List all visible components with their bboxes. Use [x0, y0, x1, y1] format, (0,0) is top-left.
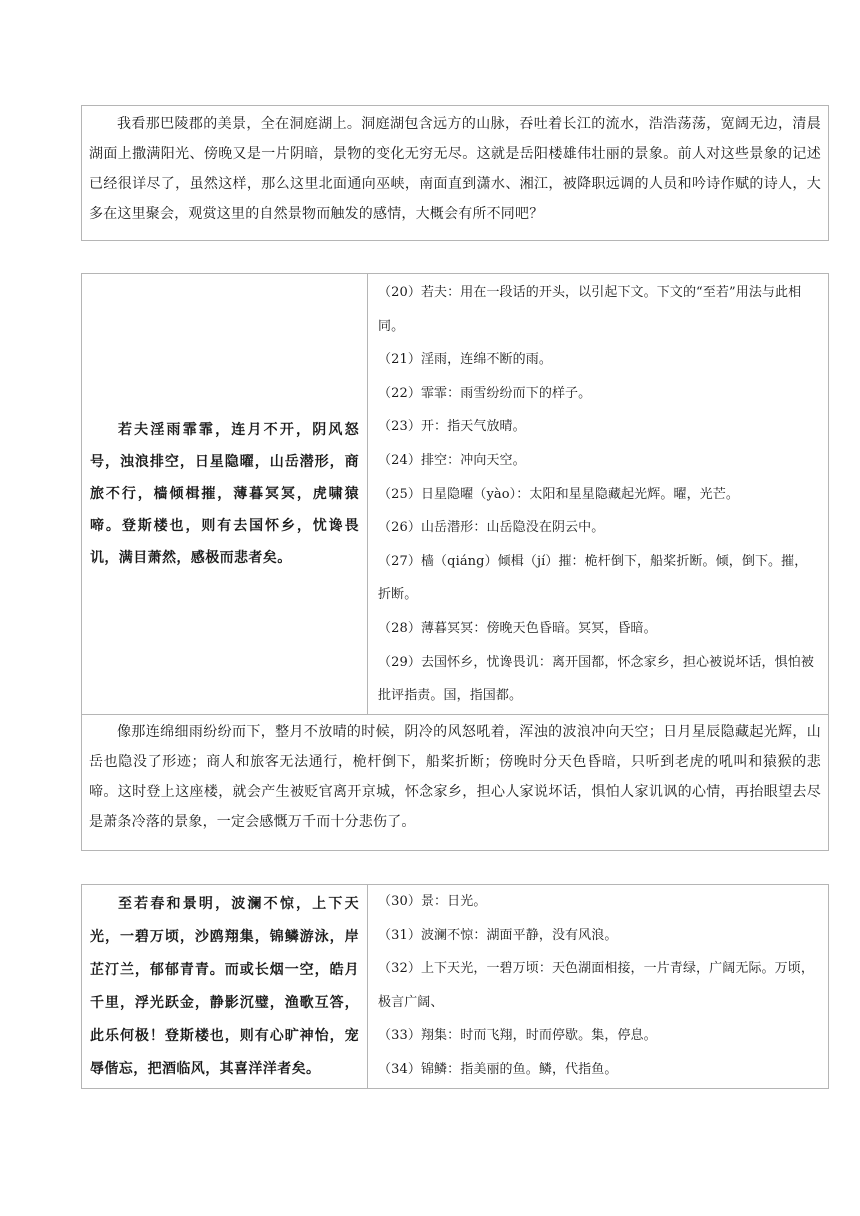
table-row — [82, 274, 828, 715]
note-item: （24）排空：冲向天空。 — [378, 452, 526, 468]
notes-cell — [368, 274, 828, 714]
note-item: （20）若夫：用在一段话的开头，以引起下文。下文的“至若”用法与此相同。 — [378, 285, 802, 334]
note-item: （21）淫雨，连绵不断的雨。 — [378, 352, 552, 368]
note-item: （33）翔集：时而飞翔，时而停歇。集，停息。 — [378, 1028, 657, 1044]
note-item: （32）上下天光，一碧万顷：天色湖面相接，一片青绿，广阔无际。万顷，极言广阔、 — [378, 961, 814, 1010]
note-item: （29）去国怀乡，忧谗畏讥：离开国都，怀念家乡，担心被说坏话，惧怕被批评指责。国，指国都。 — [378, 654, 814, 704]
note-item: （23）开：指天气放晴。 — [378, 419, 526, 435]
annotation-table-1 — [81, 273, 829, 851]
original-text: 至若春和景明，波澜不惊，上下天光，一碧万顷，沙鸥翔集，锦鳞游泳，岸芷汀兰，郁郁青青。而或长烟一空，皓月千里，浮光跃金，静影沉璧，渔歌互答，此乐何极！登斯楼也，则有心旷神怡，宠辱偕忘，把酒临风，其喜洋洋者矣。 — [90, 896, 359, 1077]
note-item: （27）樯（qiáng）倾楫（jí）摧：桅杆倒下，船桨折断。倾，倒下。摧，折断。 — [378, 553, 808, 603]
note-item: （26）山岳潜形：山岳隐没在阴云中。 — [378, 520, 605, 536]
original-text: 若夫淫雨霏霏，连月不开，阴风怒号，浊浪排空，日星隐曜，山岳潜形，商旅不行，樯倾楫摧，薄暮冥冥，虎啸猿啼。登斯楼也，则有去国怀乡，忧谗畏讥，满目萧然，感极而悲者矣。 — [90, 422, 359, 566]
table-row — [82, 885, 828, 1088]
translation-paragraph: 像那连绵细雨纷纷而下，整月不放晴的时候，阴冷的风怒吼着，浑浊的波浪冲向天空；日月星辰隐藏起光辉，山岳也隐没了形迹；商人和旅客无法通行，桅杆倒下，船桨折断；傍晚时分天色昏暗，只听到老虎的吼叫和猿猴的悲啼。这时登上这座楼，就会产生被贬官离开京城，怀念家乡，担心人家说坏话，惧怕人家讥讽的心情，再抬眼望去尽是萧条冷落的景象，一定会感慨万千而十分悲伤了。 — [89, 724, 821, 830]
note-item: （22）霏霏：雨雪纷纷而下的样子。 — [378, 385, 592, 401]
note-item: （31）波澜不惊：湖面平静，没有风浪。 — [378, 927, 618, 943]
translation-paragraph: 我看那巴陵郡的美景，全在洞庭湖上。洞庭湖包含远方的山脉，吞吐着长江的流水，浩浩荡荡，宽阔无边，清晨湖面上撒满阳光、傍晚又是一片阴暗，景物的变化无穷无尽。这就是岳阳楼雄伟壮丽的景象。前人对这些景象的记述已经很详尽了，虽然这样，那么这里北面通向巫峡，南面直到潇水、湘江，被降职远调的人员和吟诗作赋的诗人，大多在这里聚会，观赏这里的自然景物而触发的感情，大概会有所不同吧？ — [89, 116, 821, 222]
translation-box-1 — [81, 105, 829, 241]
note-item: （25）日星隐曜（yào）：太阳和星星隐藏起光辉。曜，光芒。 — [378, 486, 739, 502]
annotation-table-2 — [81, 884, 829, 1089]
note-item: （30）景：日光。 — [378, 894, 487, 909]
original-text-cell — [82, 885, 368, 1088]
note-item: （34）锦鳞：指美丽的鱼。鳞，代指鱼。 — [378, 1061, 618, 1077]
translation-row — [82, 715, 828, 837]
note-item: （28）薄暮冥冥：傍晚天色昏暗。冥冥，昏暗。 — [378, 620, 657, 636]
notes-cell — [368, 885, 828, 1088]
original-text-cell — [82, 274, 368, 714]
